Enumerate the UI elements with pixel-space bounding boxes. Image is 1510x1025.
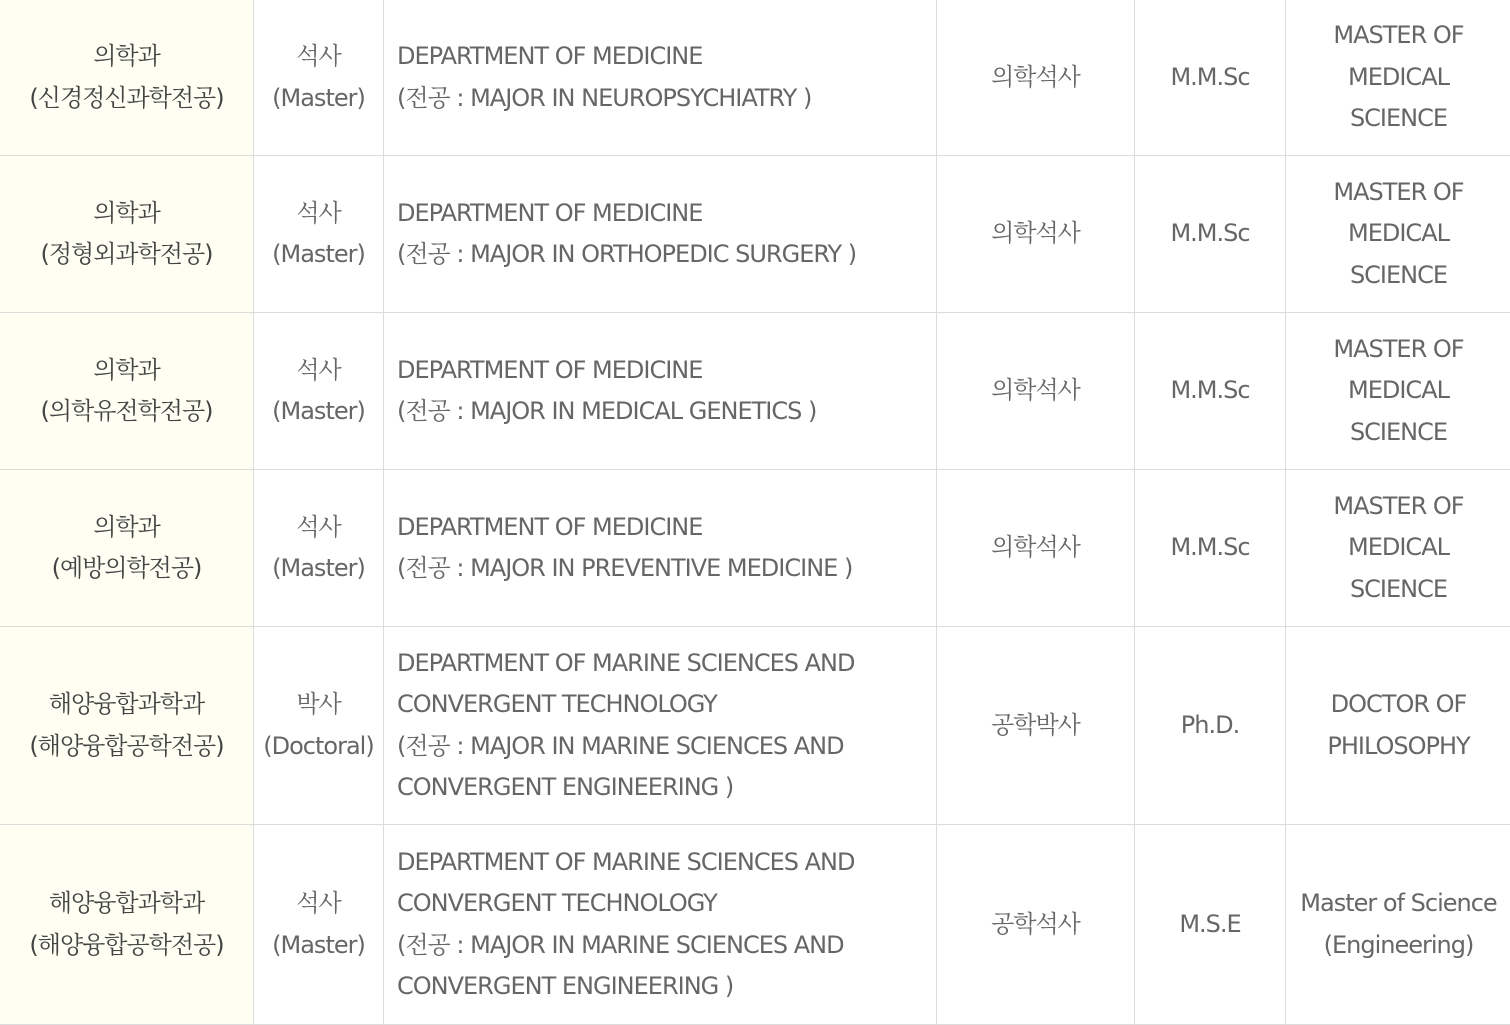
degree-level-en: (Master) <box>254 78 383 120</box>
department-name: 해양융합과학과 <box>0 883 253 925</box>
degree-level-kr: 석사 <box>254 193 383 235</box>
english-department-line: DEPARTMENT OF MARINE SCIENCES AND <box>397 643 930 685</box>
department-name: 의학과 <box>0 36 253 78</box>
degree-level-cell <box>254 156 384 313</box>
degree-name-en-cell <box>1286 825 1510 1025</box>
degree-level-kr: 석사 <box>254 350 383 392</box>
degree-abbreviation-cell: M.M.Sc <box>1135 470 1286 627</box>
degree-abbreviation-cell: M.M.Sc <box>1135 0 1286 156</box>
degree-name-en-line: MEDICAL <box>1286 213 1510 255</box>
degree-name-en-line: MEDICAL <box>1286 527 1510 569</box>
degree-level-cell <box>254 627 384 825</box>
degree-level-cell <box>254 470 384 627</box>
degree-name-en-line: MASTER OF <box>1286 172 1510 214</box>
degree-level-en: (Master) <box>254 234 383 276</box>
major-name: (정형외과학전공) <box>0 234 253 276</box>
english-department-cell <box>384 0 937 156</box>
degree-abbreviation-cell: M.M.Sc <box>1135 313 1286 470</box>
major-name: (예방의학전공) <box>0 548 253 590</box>
degree-name-kr-cell: 의학석사 <box>937 156 1135 313</box>
degree-name-en-line: MASTER OF <box>1286 15 1510 57</box>
department-name: 의학과 <box>0 507 253 549</box>
degree-abbreviation-cell: M.S.E <box>1135 825 1286 1025</box>
english-department-cell <box>384 156 937 313</box>
english-department-line: CONVERGENT TECHNOLOGY <box>397 684 930 726</box>
degree-name-en-line: MASTER OF <box>1286 486 1510 528</box>
degree-name-en-line: PHILOSOPHY <box>1286 726 1510 768</box>
degree-name-en-cell <box>1286 0 1510 156</box>
english-department-line: (전공 : MAJOR IN MARINE SCIENCES AND <box>397 925 930 967</box>
degree-level-cell <box>254 0 384 156</box>
degree-name-en-cell <box>1286 470 1510 627</box>
degree-name-en-line: Master of Science <box>1286 883 1510 925</box>
degree-level-en: (Master) <box>254 391 383 433</box>
department-name: 의학과 <box>0 193 253 235</box>
degree-name-en-line: MEDICAL <box>1286 370 1510 412</box>
degree-name-en-line: (Engineering) <box>1286 925 1510 967</box>
english-department-line: (전공 : MAJOR IN MARINE SCIENCES AND <box>397 726 930 768</box>
degree-name-en-cell <box>1286 313 1510 470</box>
department-cell <box>0 627 254 825</box>
degree-name-en-line: SCIENCE <box>1286 98 1510 140</box>
english-department-line: CONVERGENT ENGINEERING ) <box>397 767 930 809</box>
department-cell <box>0 156 254 313</box>
table-row <box>0 470 1510 627</box>
degree-name-en-cell <box>1286 627 1510 825</box>
english-department-line: DEPARTMENT OF MEDICINE <box>397 193 930 235</box>
department-name: 의학과 <box>0 350 253 392</box>
table-row <box>0 0 1510 156</box>
english-department-line: DEPARTMENT OF MEDICINE <box>397 507 930 549</box>
english-department-line: CONVERGENT ENGINEERING ) <box>397 966 930 1008</box>
degree-level-en: (Master) <box>254 548 383 590</box>
department-cell <box>0 313 254 470</box>
table-row <box>0 825 1510 1025</box>
degree-name-en-line: MASTER OF <box>1286 329 1510 371</box>
degree-abbreviation-cell: Ph.D. <box>1135 627 1286 825</box>
degree-name-en-line: MEDICAL <box>1286 57 1510 99</box>
english-department-line: (전공 : MAJOR IN NEUROPSYCHIATRY ) <box>397 78 930 120</box>
english-department-line: (전공 : MAJOR IN ORTHOPEDIC SURGERY ) <box>397 234 930 276</box>
major-name: (신경정신과학전공) <box>0 78 253 120</box>
english-department-line: DEPARTMENT OF MARINE SCIENCES AND <box>397 842 930 884</box>
english-department-cell <box>384 313 937 470</box>
degree-name-kr-cell: 의학석사 <box>937 0 1135 156</box>
english-department-cell <box>384 627 937 825</box>
english-department-cell <box>384 825 937 1025</box>
degree-level-en: (Doctoral) <box>254 726 383 768</box>
degree-name-en-line: SCIENCE <box>1286 569 1510 611</box>
english-department-line: DEPARTMENT OF MEDICINE <box>397 350 930 392</box>
degree-name-en-line: SCIENCE <box>1286 255 1510 297</box>
department-cell <box>0 0 254 156</box>
english-department-line: DEPARTMENT OF MEDICINE <box>397 36 930 78</box>
degree-level-cell <box>254 825 384 1025</box>
degree-abbreviation-cell: M.M.Sc <box>1135 156 1286 313</box>
department-cell <box>0 470 254 627</box>
degree-level-kr: 박사 <box>254 684 383 726</box>
english-department-line: (전공 : MAJOR IN MEDICAL GENETICS ) <box>397 391 930 433</box>
degree-name-en-line: DOCTOR OF <box>1286 684 1510 726</box>
degree-name-kr-cell: 공학박사 <box>937 627 1135 825</box>
degree-name-en-cell <box>1286 156 1510 313</box>
english-department-line: CONVERGENT TECHNOLOGY <box>397 883 930 925</box>
degree-level-cell <box>254 313 384 470</box>
major-name: (의학유전학전공) <box>0 391 253 433</box>
major-name: (해양융합공학전공) <box>0 726 253 768</box>
department-name: 해양융합과학과 <box>0 684 253 726</box>
degree-level-kr: 석사 <box>254 36 383 78</box>
table-row <box>0 627 1510 825</box>
degree-name-en-line: SCIENCE <box>1286 412 1510 454</box>
table-row <box>0 156 1510 313</box>
table-row <box>0 313 1510 470</box>
english-department-line: (전공 : MAJOR IN PREVENTIVE MEDICINE ) <box>397 548 930 590</box>
department-cell <box>0 825 254 1025</box>
degree-level-en: (Master) <box>254 925 383 967</box>
major-name: (해양융합공학전공) <box>0 925 253 967</box>
degree-name-kr-cell: 공학석사 <box>937 825 1135 1025</box>
degree-name-kr-cell: 의학석사 <box>937 470 1135 627</box>
degree-level-kr: 석사 <box>254 507 383 549</box>
english-department-cell <box>384 470 937 627</box>
degree-level-kr: 석사 <box>254 883 383 925</box>
degree-name-kr-cell: 의학석사 <box>937 313 1135 470</box>
